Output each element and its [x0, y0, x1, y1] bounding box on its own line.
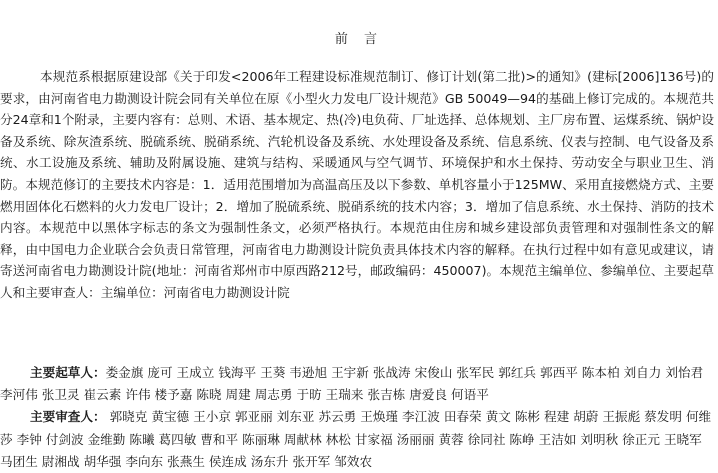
drafters-label: 主要起草人：	[30, 365, 106, 380]
personnel-section	[0, 362, 714, 473]
drafters-names: 娄金旗 庞可 王成立 钱海平 王葵 韦逊旭 王宇新 张战涛 宋俊山 张军民 郭红兵 郭西平 陈本柏 刘自力 刘怡君 李河伟 张卫灵 崔云素 许伟 楼予嘉 陈晓 周建 周志勇 于昉 王瑞来 张吉栋 唐爱良 何语平	[0, 365, 704, 403]
reviewers-label: 主要审查人：	[30, 409, 106, 425]
document-title: 前 言	[334, 32, 384, 47]
reviewers-names: 郭晓克 黄宝德 王小京 郭亚丽 刘东亚 苏云勇 王焕瑾 李江波 田春荣 黄文 陈彬 程建 胡蔚 王振彪 蔡发明 何维莎 李钟 付剑波 金维勤 陈曦 葛四敏 曹和平 陈丽琳 周献林 林松 甘家福 汤丽丽 黄蓉 徐同社 陈峥 王洁如 刘明秋 徐正元 王晓军 马团生 尉湘战 胡华强 李向东 张燕生 侯连成 汤东升 张开军 邹效农	[0, 409, 712, 469]
reviewers-block	[0, 406, 714, 473]
preface-paragraph: 本规范系根据原建设部《关于印发<2006年工程建设标准规范制订、修订计划(第二批)>的通知》(建标[2006]136号)的要求，由河南省电力勘测设计院会同有关单位在原《小型火力发电厂设计规范》GB 50049—94的基础上修订完成的。本规范共分24章和1个附录，主要内容有：总则、术语、基本规定、热(冷)电负荷、厂址选择、总体规划、主厂房布置、运煤系统、锅炉设备及系统、除灰渣系统、脱硫系统、脱硝系统、汽轮机设备及系统、水处理设备及系统、信息系统、仪表与控制、电气设备及系统、水工设施及系统、辅助及附属设施、建筑与结构、采暖通风与空气调节、环境保护和水土保持、劳动安全与职业卫生、消防。本规范修订的主要技术内容是：1．适用范围增加为高温高压及以下参数、单机容量小于125MW、采用直接燃烧方式、主要燃用固体化石燃料的火力发电厂设计；2．增加了脱硫系统、脱硝系统的技术内容；3．增加了信息系统、水土保持、消防的技术内容。本规范中以黑体字标志的条文为强制性条文，必须严格执行。本规范由住房和城乡建设部负责管理和对强制性条文的解释，由中国电力企业联合会负责日常管理，河南省电力勘测设计院负责具体技术内容的解释。在执行过程中如有意见或建议，请寄送河南省电力勘测设计院(地址：河南省郑州市中原西路212号，邮政编码：450007)。本规范主编单位、参编单位、主要起草人和主要审查人：主编单位：河南省电力勘测设计院	[0, 69, 714, 300]
drafters-block	[0, 362, 714, 406]
